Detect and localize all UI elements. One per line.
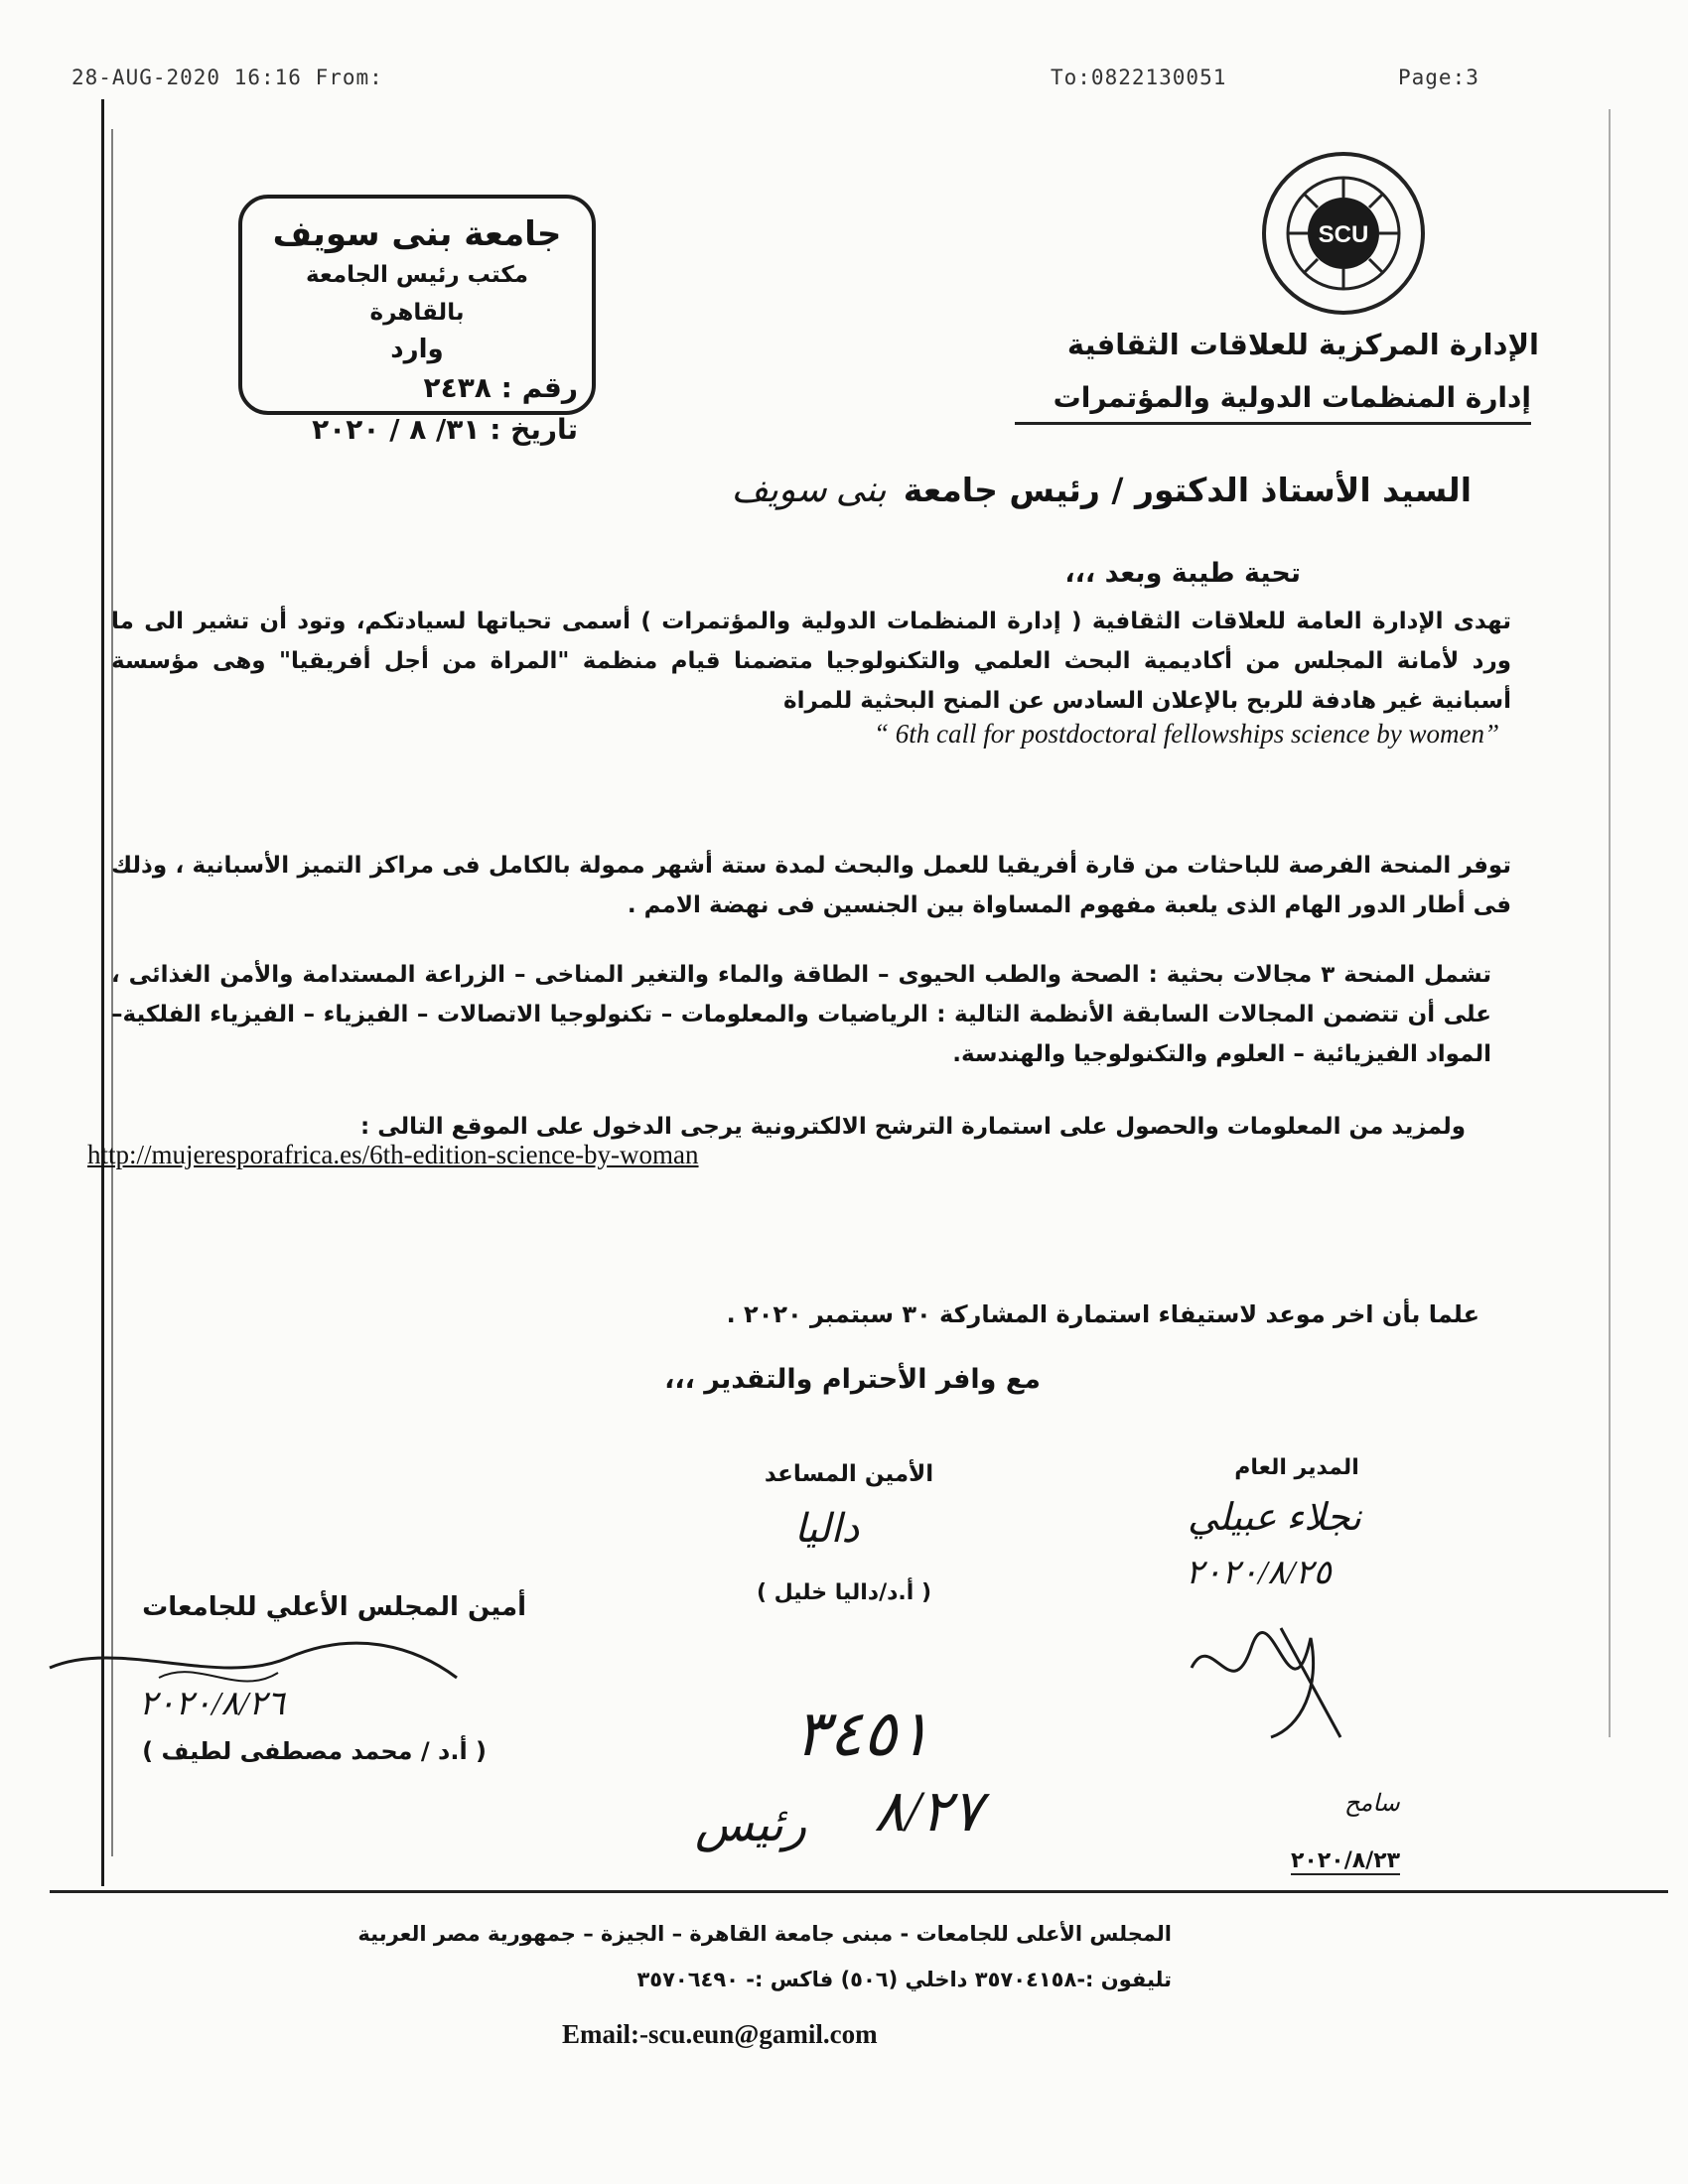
handwritten-registration-number: ٣٤٥١ [794,1699,931,1769]
footer-phone: تليفون :-٣٥٧٠٤١٥٨ داخلي (٥٠٦) فاكس :- ٣٥٧٠٦٤٩٠ [636,1968,1172,1991]
fax-date-time: 28-AUG-2020 16:16 From: [71,66,383,89]
letterhead-line1: الإدارة المركزية للعلاقات الثقافية [1066,328,1539,361]
deadline-paragraph: علما بأن اخر موعد لاستيفاء استمارة المشاركة ٣٠ سبتمبر ٢٠٢٠ . [726,1300,1479,1328]
assistant-secretary-name: ( أ.د/داليا خليل ) [756,1580,932,1605]
council-secretary-title: أمين المجلس الأعلي للجامعات [142,1592,526,1622]
fax-to-number: To:0822130051 [1051,66,1227,89]
incoming-stamp [238,195,596,446]
recipient-printed: السيد الأستاذ الدكتور / رئيس جامعة [903,471,1472,509]
body-paragraph-2: توفر المنحة الفرصة للباحثات من قارة أفريقيا للعمل والبحث لمدة ستة أشهر ممولة بالكامل فى مراكز التميز الأسبانية ، وذلك فى أطار الدور الهام الذى يلعبة مفهوم المساواة بين الجنسين فى نهضة الامم . [111,853,1511,918]
stamp-date: تاريخ : ٣١/ ٨ / ٢٠٢٠ [312,413,578,446]
greeting: تحية طيبة وبعد ،،، [1064,558,1301,589]
general-manager-scribble [1172,1608,1370,1747]
website-link[interactable]: http://mujeresporafrica.es/6th-edition-science-by-woman [87,1140,699,1169]
body-paragraph-3: تشمل المنحة ٣ مجالات بحثية : الصحة والطب الحيوى – الطاقة والماء والتغير المناخى – الزراعة المستدامة والأمن الغذائى ، على أن تتضمن المجالات السابقة الأنظمة التالية : الرياضيات والمعلومات – تكنولوجيا الاتصالات – الفيزياء – الفيزياء الفلكية– المواد الفيزيائية – العلوم والتكنولوجيا والهندسة. [111,962,1492,1067]
body-paragraph-1-english: “ 6th call for postdoctoral fellowships science by women” [874,719,1499,749]
recipient-handwritten: بنى سويف [731,470,887,509]
left-margin-line [101,99,104,1886]
stamp-number: رقم : ٢٤٣٨ [423,371,578,404]
handwritten-note: رئيس [695,1799,807,1851]
council-secretary-date: ٢٠٢٠/٨/٢٦ [139,1686,285,1722]
fax-page-number: Page:3 [1398,66,1479,89]
clerk-mark: سامح [1344,1791,1400,1817]
body-paragraph-4: ولمزيد من المعلومات والحصول على استمارة الترشح الالكترونية يرجى الدخول على الموقع التالى : [360,1114,1466,1140]
assistant-secretary-signature: داليا [794,1506,860,1551]
council-secretary-name: ( أ.د / محمد مصطفى لطيف ) [142,1737,487,1765]
general-manager-signature: نجلاء عبيلي [1188,1497,1362,1539]
footer-divider [50,1890,1668,1893]
clerk-date: ٢٠٢٠/٨/٢٣ [1291,1848,1401,1873]
letterhead-line2: إدارة المنظمات الدولية والمؤتمرات [1015,381,1531,425]
stamp-university: جامعة بنى سويف [272,214,562,254]
right-margin-line [1609,109,1611,1737]
stamp-office: مكتب رئيس الجامعة بالقاهرة [305,262,529,326]
logo-center-text: SCU [1318,221,1369,248]
footer-email[interactable]: Email:-scu.eun@gamil.com [562,2019,878,2049]
assistant-secretary-title: الأمين المساعد [764,1461,934,1487]
general-manager-date: ٢٠٢٠/٨/٢٥ [1186,1555,1332,1591]
general-manager-title: المدير العام [1234,1455,1359,1480]
recipient-line [578,469,1472,510]
body-paragraph-1: تهدى الإدارة العامة للعلاقات الثقافية ( إدارة المنظمات الدولية والمؤتمرات ) أسمى تحياتها لسيادتكم، وتود أن تشير الى ما ورد لأمانة المجلس من أكاديمية البحث العلمي والتكنولوجيا متضمنا قيام منظمة "المراة من أجل أفريقيا" وهى مؤسسة أسبانية غير هادفة للربح بالإعلان السادس عن المنح البحثية للمراة [111,609,1511,714]
scu-logo [1259,149,1428,318]
handwritten-registration-date: ٨/٢٧ [874,1779,983,1843]
stamp-incoming: وارد [390,335,444,364]
closing-line: مع وافر الأحترام والتقدير ،،، [664,1364,1041,1395]
footer-address: المجلس الأعلى للجامعات - مبنى جامعة القاهرة – الجيزة – جمهورية مصر العربية [357,1922,1172,1946]
